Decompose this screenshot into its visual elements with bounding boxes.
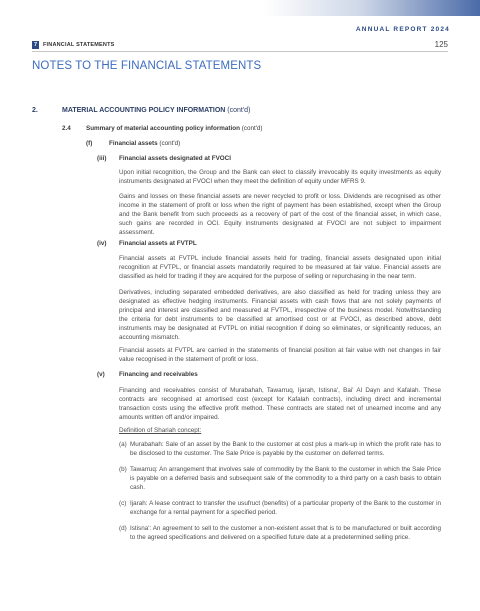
header-gradient-bar (0, 0, 480, 16)
f-suffix: (cont'd) (159, 140, 181, 147)
item-text: Istisna': An agreement to sell to the customer a non-existent asset that is to be manufactured or built according to the agreed specifications and delivered on a specified future date at a predetermined selling price. (130, 525, 441, 541)
section-suffix: (cont'd) (227, 107, 251, 114)
subsection-suffix: (cont'd) (241, 125, 263, 132)
definition-item-a (119, 440, 441, 458)
iii-paragraph-1: Upon initial recognition, the Group and the Bank can elect to classify irrevocably its equity investments as equity instruments designated at FVOCI when they meet the definition of equity under MFRS 9. (119, 169, 441, 185)
page-number: 125 (434, 40, 448, 49)
v-paragraph-1: Financing and receivables consist of Murabahah, Tawarruq, Ijarah, Istisna', Bai' Al Dayn and Kafalah. These contracts are recognised at amortised cost (except for Kafalah contracts), including direct and incremental transaction costs using the effective profit method. These contracts are stated net of unearned income and any amounts written off and/or impaired. (119, 387, 441, 421)
iv-paragraph-3: Financial assets at FVTPL are carried in the statements of financial position at fair value with net changes in fair value recognised in the statement of profit or loss. (119, 347, 441, 363)
f-label: (f) (86, 140, 93, 147)
page-title: NOTES TO THE FINANCIAL STATEMENTS (32, 60, 262, 72)
iv-paragraph-1: Financial assets at FVTPL include financial assets held for trading, financial assets designated upon initial recognition at FVTPL, or financial assets mandatorily required to be measured at fair value. Financial assets are classified as held for trading if they are acquired for the purpose of selling or repurchasing in the near term. (119, 255, 441, 280)
subsection-number: 2.4 (62, 125, 71, 132)
f-heading (109, 140, 180, 147)
iii-paragraph-2: Gains and losses on these financial assets are never recycled to profit or loss. Dividends are recognised as other income in the statement of profit or loss when the right of payment has been established, except when the Group and the Bank benefit from such proceeds as a recovery of part of the cost of the financial asset, in which case, such gains are recorded in OCI. Equity instruments designated at FVOCI are not subject to impairment assessment. (119, 193, 441, 236)
item-text: Ijarah: A lease contract to transfer the usufruct (benefits) of a particular property of the Bank to the customer in exchange for a rental payment for a specified period. (130, 500, 441, 516)
v-title: Financing and receivables (119, 371, 198, 378)
iv-label: (iv) (97, 240, 107, 247)
item-label: (d) (119, 525, 127, 532)
definition-item-b (119, 465, 441, 492)
iii-title: Financial assets designated at FVOCI (119, 155, 231, 162)
section-indicator (32, 41, 115, 49)
definition-item-c (119, 499, 441, 517)
item-text: Tawarruq: An arrangement that involves sale of commodity by the Bank to the customer in which the Sale Price is payable on a deferred basis and subsequent sale of the commodity to a third party on a cash basis to obtain cash. (130, 466, 441, 491)
header-divider (32, 51, 448, 52)
definition-heading: Definition of Shariah concept: (119, 427, 202, 434)
iii-label: (iii) (97, 155, 107, 162)
section-number-badge: 7 (33, 42, 38, 48)
iv-paragraph-2: Derivatives, including separated embedded derivatives, are also classified as held for trading unless they are designated as effective hedging instruments. Financial assets with cash flows that are not solely payments of principal and interest are classified and measured at FVTPL, irrespective of the business model. Notwithstanding the criteria for debt instruments to be classified at amortised cost or at FVOCI, as described above, debt instruments may be designated at FVTPL on initial recognition if doing so eliminates, or significantly reduces, an accounting mismatch. (119, 289, 441, 341)
item-label: (b) (119, 466, 127, 473)
section-label: FINANCIAL STATEMENTS (43, 42, 115, 48)
section-title: MATERIAL ACCOUNTING POLICY INFORMATION (62, 107, 226, 114)
section-number: 2. (32, 107, 38, 114)
item-text: Murabahah: Sale of an asset by the Bank to the customer at cost plus a mark-up in which the profit rate has to be disclosed to the customer. The Sale Price is payable by the customer on deferred terms. (130, 441, 441, 457)
f-title: Financial assets (109, 140, 158, 147)
subsection-title: Summary of material accounting policy information (86, 125, 240, 132)
section-heading (62, 107, 250, 114)
subsection-heading (86, 125, 263, 132)
report-title: ANNUAL REPORT 2024 (355, 26, 450, 33)
iv-title: Financial assets at FVTPL (119, 240, 197, 247)
item-label: (a) (119, 441, 127, 448)
v-label: (v) (97, 371, 105, 378)
item-label: (c) (119, 500, 127, 507)
definition-item-d (119, 524, 441, 542)
